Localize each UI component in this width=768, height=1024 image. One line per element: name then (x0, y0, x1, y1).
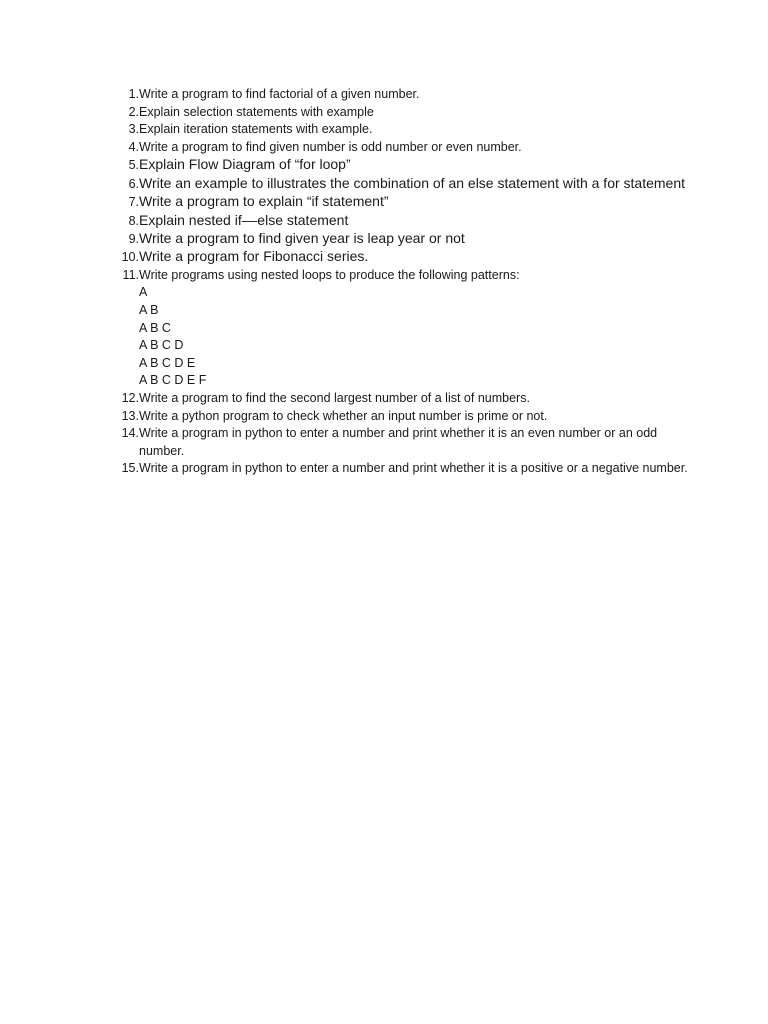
list-item-3 (108, 121, 688, 139)
item-number: 2. (128, 104, 139, 119)
pattern-line: A B C D (139, 338, 184, 353)
list-item-2 (108, 104, 688, 122)
item-text: Explain selection statements with example (139, 104, 374, 119)
item-text: Write a program to explain “if statement” (139, 193, 389, 210)
item-text: Write a program to find given number is odd number or even number. (139, 139, 522, 154)
pattern-line: A B C (139, 320, 171, 335)
item-number: 8. (128, 213, 139, 228)
list-item-13 (108, 408, 688, 426)
list-item-6 (108, 175, 688, 193)
list-item-5 (108, 156, 688, 174)
list-item-7 (108, 193, 688, 211)
item-number: 15. (121, 461, 139, 476)
item-text: Write a program in python to enter a number and print whether it is a positive or a negative number. (139, 461, 688, 476)
item-text: Write programs using nested loops to produce the following patterns: (139, 267, 520, 282)
pattern-line: A B (139, 303, 159, 317)
item-number: 6. (128, 176, 139, 191)
item-text: Write a python program to check whether an input number is prime or not. (139, 408, 548, 423)
question-list (108, 86, 688, 478)
item-number: 10. (121, 250, 139, 265)
item-text: Write a program in python to enter a number and print whether it is an even number or an odd number. (139, 426, 658, 458)
list-item-9 (108, 230, 688, 248)
list-item-11 (108, 267, 688, 390)
item-number: 12. (121, 390, 139, 405)
item-text: Write an example to illustrates the combination of an else statement with a for statement (139, 174, 686, 191)
item-text: Explain nested if––else statement (139, 211, 349, 228)
item-number: 7. (128, 195, 139, 210)
letter-pattern (139, 284, 688, 390)
pattern-line: A (139, 285, 148, 300)
item-text: Write a program for Fibonacci series. (139, 248, 369, 265)
item-text: Write a program to find the second largest number of a list of numbers. (139, 390, 530, 405)
list-item-10 (108, 248, 688, 266)
item-number: 13. (121, 408, 139, 423)
list-item-1 (108, 86, 688, 104)
item-number: 1. (128, 87, 139, 101)
list-item-15 (108, 460, 688, 478)
item-text: Explain Flow Diagram of “for loop” (139, 156, 351, 173)
item-number: 14. (121, 426, 139, 441)
pattern-line: A B C D E F (139, 373, 207, 388)
list-item-4 (108, 139, 688, 157)
item-number: 3. (128, 122, 139, 137)
pattern-line: A B C D E (139, 355, 196, 370)
item-text: Write a program to find given year is leap year or not (139, 230, 465, 246)
list-item-8 (108, 212, 688, 230)
list-item-14 (108, 425, 688, 460)
item-number: 9. (128, 232, 139, 246)
item-number: 5. (128, 158, 139, 173)
item-text: Explain iteration statements with example. (139, 122, 373, 137)
item-text: Write a program to find factorial of a given number. (139, 87, 420, 101)
list-item-12 (108, 390, 688, 408)
item-number: 4. (128, 139, 139, 154)
item-number: 11. (122, 267, 139, 282)
